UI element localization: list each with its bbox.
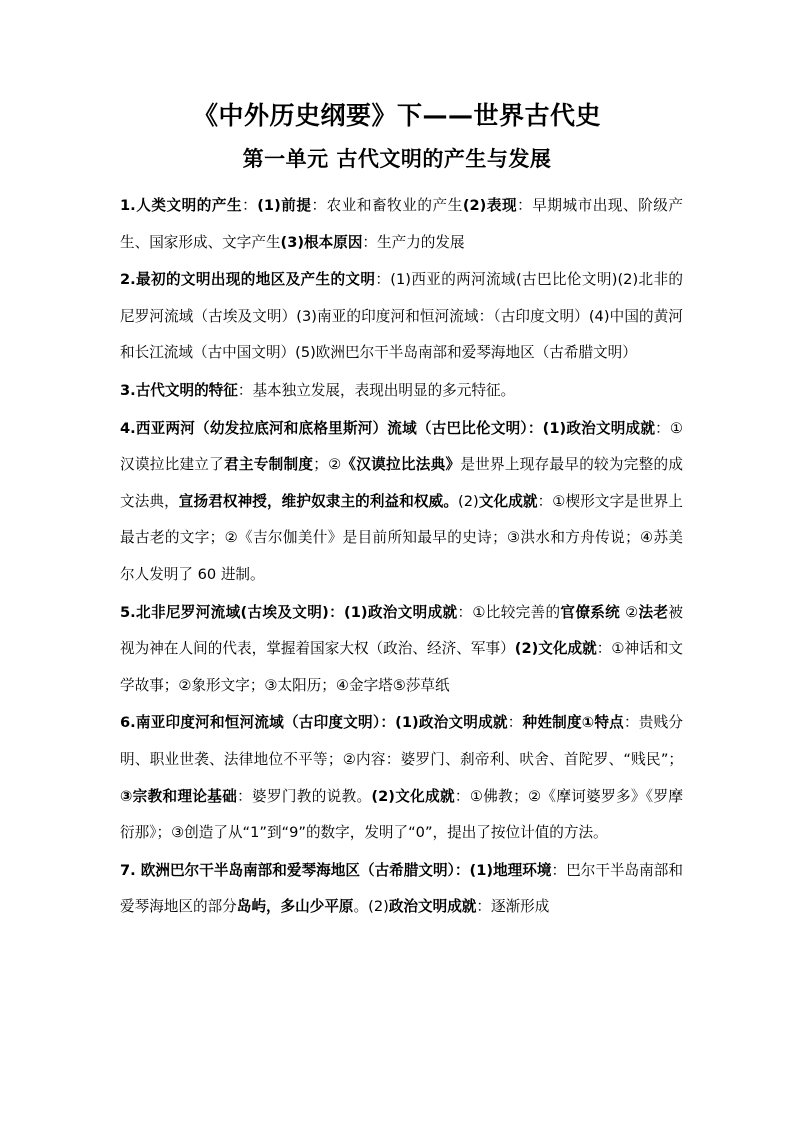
bold-text: 宣扬君权神授，维护奴隶主的利益和权威。 xyxy=(178,492,459,510)
page-title: 《中外历史纲要》下——世界古代史 xyxy=(192,101,601,130)
body-text: ② xyxy=(620,603,639,621)
bold-text: ③宗教和理论基础 xyxy=(120,787,238,805)
bold-text: (1)前提 xyxy=(257,197,312,214)
section-paragraph-6 xyxy=(120,705,683,851)
body-text: ：早期城市出现、阶级产生、国家形成、文字产生 xyxy=(120,197,683,251)
bold-text: 7. 欧洲巴尔干半岛南部和爱琴海地区（古希腊文明）：(1)地理环境 xyxy=(120,861,552,879)
bold-text: 5.北非尼罗河流域(古埃及文明)：(1)政治文明成就 xyxy=(120,603,458,621)
bold-text: 岛屿，多山少平原 xyxy=(236,898,354,916)
bold-text: 君主专制制度 xyxy=(224,456,314,474)
section-paragraph-3 xyxy=(120,373,683,410)
bold-text: 6.南亚印度河和恒河流域（古印度文明）：(1)政治文明成就 xyxy=(120,714,508,732)
bold-text: (2)表现 xyxy=(462,197,518,214)
body-text: 。(2) xyxy=(353,898,389,916)
bold-text: 法老 xyxy=(638,603,669,621)
bold-text: 《汉谟拉比法典》 xyxy=(341,456,461,474)
section-paragraph-1 xyxy=(120,188,683,261)
bold-text: 政治文明成就 xyxy=(388,898,477,916)
body-text: ：①神话和文学故事；②象形文字；③太阳历；④金字塔⑤莎草纸 xyxy=(120,640,683,694)
bold-text: 种姓制度①特点 xyxy=(522,714,624,732)
bold-text: 1.人类文明的产生 xyxy=(120,197,243,214)
body-text: ： xyxy=(507,714,523,732)
body-text: ：生产力的发展 xyxy=(362,233,465,251)
bold-text: (3)根本原因 xyxy=(280,233,363,251)
body-text: 被视为神在人间的代表，掌握着国家大权（政治、经济、军事） xyxy=(120,603,683,658)
body-text: ：逐渐形成 xyxy=(476,898,550,916)
body-text: ： xyxy=(242,197,258,214)
body-text: ：基本独立发展，表现出明显的多元特征。 xyxy=(237,381,516,399)
body-text: ：婆罗门教的说教。 xyxy=(237,787,372,805)
body-text: ：①佛教；②《摩诃婆罗多》《罗摩衍那》；③创造了从“1”到“9”的数字，发明了“0”，提出了按位计值的方法。 xyxy=(120,787,683,842)
bold-text: (2)文化成就 xyxy=(514,640,597,658)
body-text: ：巴尔干半岛南部和爱琴海地区的部分 xyxy=(120,861,683,916)
section-paragraph-7 xyxy=(120,853,683,926)
unit-title: 第一单元 古代文明的产生与发展 xyxy=(242,147,552,171)
bold-text: 2.最初的文明出现的地区及产生的文明 xyxy=(120,271,376,289)
body-text: ：贵贱分明、职业世袭、法律地位不平等；②内容：婆罗门、刹帝利、吠舍、首陀罗、“贱民”； xyxy=(120,714,683,768)
bold-text: 3.古代文明的特征 xyxy=(120,381,238,399)
body-text: (2) xyxy=(458,492,479,510)
section-paragraph-2 xyxy=(120,262,683,372)
body-text: ：①比较完善的 xyxy=(457,603,561,621)
body-text: ；② xyxy=(313,456,342,474)
document-body xyxy=(120,188,683,926)
body-text: ：①楔形文字是世界上最古老的文字；②《吉尔伽美什》是目前所知最早的史诗；③洪水和方舟传说；④苏美尔人发明了 60 进制。 xyxy=(120,492,683,583)
bold-text: 4.西亚两河（幼发拉底河和底格里斯河）流域（古巴比伦文明）：(1)政治文明成就 xyxy=(120,419,656,437)
bold-text: 官僚系统 xyxy=(560,603,621,621)
section-paragraph-5 xyxy=(120,595,683,705)
bold-text: (2)文化成就 xyxy=(371,787,455,805)
bold-text: 文化成就 xyxy=(478,492,538,510)
body-text: ：(1)西亚的两河流域(古巴比伦文明)(2)北非的尼罗河流域（古埃及文明）(3)南亚的印度河和恒河流域：（古印度文明）(4)中国的黄河和长江流域（古中国文明）(5)欧洲巴尔干半岛南部和爱琴海地区（古希腊文明） xyxy=(120,271,683,362)
body-text: 是世界上现存最早的较为完整的成文法典， xyxy=(120,456,683,510)
section-paragraph-4 xyxy=(120,411,683,594)
body-text: ：农业和畜牧业的产生 xyxy=(311,197,463,214)
body-text: ：①汉谟拉比建立了 xyxy=(120,419,683,474)
